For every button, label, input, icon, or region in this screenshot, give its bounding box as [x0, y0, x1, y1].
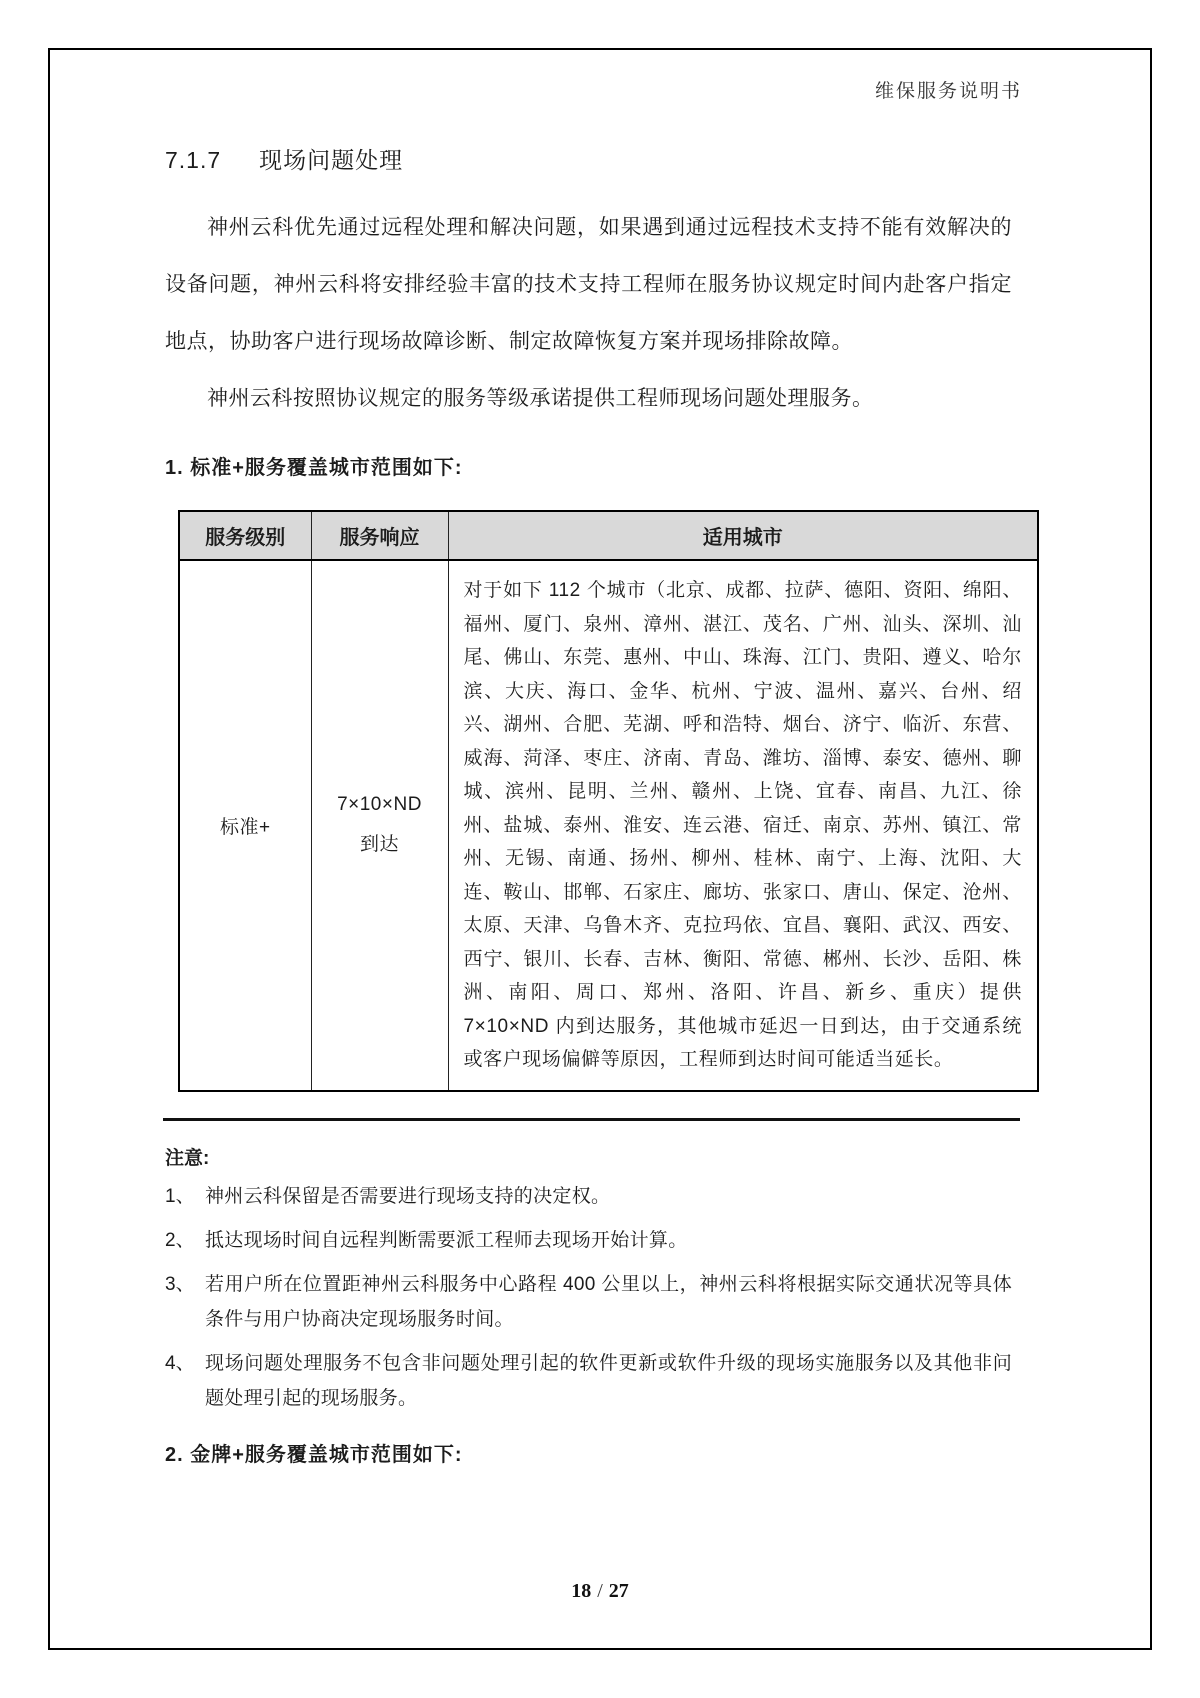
notes-label: 注意: — [165, 1147, 210, 1169]
table-header-service-response: 服务响应 — [311, 511, 448, 560]
footer-page-separator: / — [597, 1580, 603, 1602]
table-row — [179, 560, 1038, 1091]
cell-applicable-cities: 对于如下 112 个城市（北京、成都、拉萨、德阳、资阳、绵阳、福州、厦门、泉州、漳州、湛江、茂名、广州、汕头、深圳、汕尾、佛山、东莞、惠州、中山、珠海、江门、贵阳、遵义、哈尔滨、大庆、海口、金华、杭州、宁波、温州、嘉兴、台州、绍兴、湖州、合肥、芜湖、呼和浩特、烟台、济宁、临沂、东营、威海、菏泽、枣庄、济南、青岛、潍坊、淄博、泰安、德州、聊城、滨州、昆明、兰州、赣州、上饶、宜春、南昌、九江、徐州、盐城、泰州、淮安、连云港、宿迁、南京、苏州、镇江、常州、无锡、南通、扬州、柳州、桂林、南宁、上海、沈阳、大连、鞍山、邯郸、石家庄、廊坊、张家口、唐山、保定、沧州、太原、天津、乌鲁木齐、克拉玛依、宜昌、襄阳、武汉、西安、西宁、银川、长春、吉林、衡阳、常德、郴州、长沙、岳阳、株洲、南阳、周口、郑州、洛阳、许昌、新乡、重庆）提供 7×10×ND 内到达服务，其他城市延迟一日到达，由于交通系统或客户现场偏僻等原因，工程师到达时间可能适当延长。 — [448, 560, 1038, 1091]
note-item-3 — [165, 1267, 1012, 1337]
page-footer — [0, 1580, 1200, 1603]
cell-service-level: 标准+ — [179, 560, 311, 1091]
subheading-gold-plus: 2. 金牌+服务覆盖城市范围如下: — [165, 1443, 463, 1466]
response-line-1: 7×10×ND — [337, 794, 422, 816]
paragraph-intro: 神州云科优先通过远程处理和解决问题，如果遇到通过远程技术支持不能有效解决的设备问题，神州云科将安排经验丰富的技术支持工程师在服务协议规定时间内赴客户指定地点，协助客户进行现场故障诊断、制定故障恢复方案并现场排除故障。 — [165, 216, 1012, 353]
note-text: 神州云科保留是否需要进行现场支持的决定权。 — [205, 1185, 611, 1207]
table-header-applicable-cities: 适用城市 — [448, 511, 1038, 560]
footer-page-current: 18 — [571, 1580, 592, 1602]
note-number: 1、 — [165, 1185, 195, 1207]
subheading-standard-plus: 1. 标准+服务覆盖城市范围如下: — [165, 457, 463, 479]
table-header-service-level: 服务级别 — [179, 511, 311, 560]
doc-header — [0, 76, 1022, 103]
note-item-1 — [165, 1179, 1012, 1214]
section-number: 7.1.7 — [165, 147, 222, 173]
table-header-row — [179, 511, 1038, 560]
cell-service-response — [311, 560, 448, 1091]
note-text: 抵达现场时间自远程判断需要派工程师去现场开始计算。 — [205, 1229, 688, 1251]
section-heading — [165, 130, 1037, 175]
note-number: 3、 — [165, 1273, 195, 1295]
footer-page-total: 27 — [608, 1580, 629, 1602]
note-text: 现场问题处理服务不包含非问题处理引起的软件更新或软件升级的现场实施服务以及其他非问题处理引起的现场服务。 — [205, 1352, 1012, 1409]
horizontal-rule — [163, 1118, 1020, 1121]
response-line-2: 到达 — [359, 834, 399, 856]
doc-header-title: 维保服务说明书 — [874, 81, 1022, 102]
page-content — [165, 130, 1037, 1467]
section-title: 现场问题处理 — [259, 147, 404, 173]
note-text: 若用户所在位置距神州云科服务中心路程 400 公里以上，神州云科将根据实际交通状况等具体条件与用户协商决定现场服务时间。 — [205, 1273, 1012, 1330]
note-number: 2、 — [165, 1229, 195, 1251]
paragraph-commitment: 神州云科按照协议规定的服务等级承诺提供工程师现场问题处理服务。 — [207, 387, 874, 410]
note-number: 4、 — [165, 1352, 195, 1374]
note-item-4 — [165, 1346, 1012, 1416]
service-coverage-table — [178, 510, 1039, 1092]
note-item-2 — [165, 1223, 1012, 1258]
